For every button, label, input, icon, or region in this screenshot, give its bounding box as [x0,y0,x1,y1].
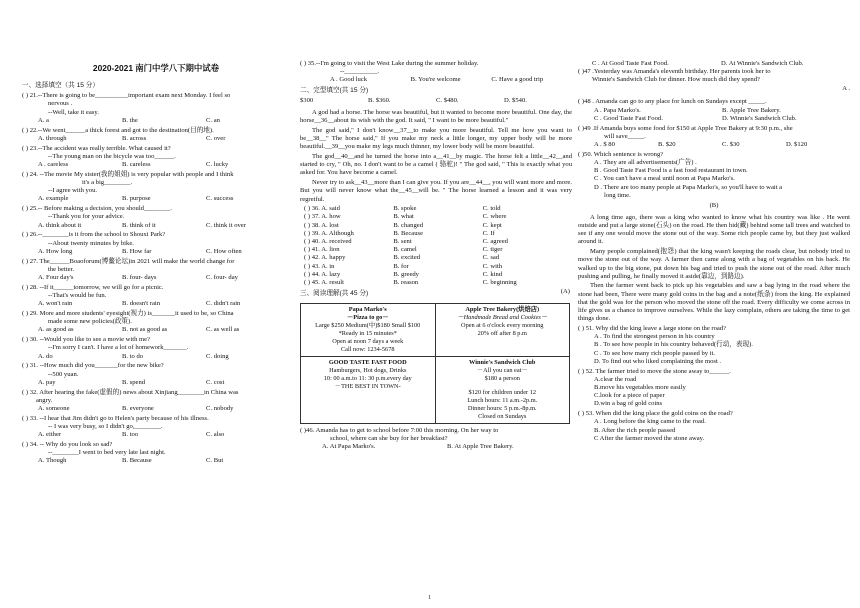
question-stem-cont: nervous . [48,100,73,108]
ad-line: Open at 6 o'clock every morning [461,321,544,329]
cloze-paragraph: The god__40__and he turned the horse into a__41__by magic. The horse felt a little__42__and started to cry, " Oh, no. I don't want to be a camel ( 骆驼)! " The god said, " This is exactly what you asked for. You have become a camel. [300,153,572,177]
stray-options-row [300,97,572,105]
option-c: C. But [206,457,224,465]
question-reply: --I agree with you. [48,187,98,195]
question-48 [578,98,850,123]
option-c: C. $30 [722,141,740,149]
column-3 [578,60,850,445]
option-a: A . Long before the king came to the road. [594,418,706,426]
question-stem: ( ) 34. -- Why do you look so sad? [22,441,113,449]
option-b: B. purpose [122,195,151,203]
cloze-option: B. what [393,213,414,221]
question-stem: ( ) 21.--There is going to be__________important exam next Monday. I feel so [22,92,231,100]
question-stem: ( ) 24. --The movie My sister(我的姐姐) is very popular with people and I think [22,170,234,178]
cloze-option: ( ) 44. A. lazy [304,270,341,278]
cloze-row [304,230,572,238]
cloze-option: B. changed [393,221,423,229]
cloze-option: ( ) 42. A. happy [304,254,346,262]
option-b: B. not as good as [122,326,168,334]
stray-option: B. $360. [368,96,391,104]
option-b: B. too [122,431,139,439]
ad-title: Winnie's Sandwich Club [469,358,536,366]
cloze-paragraph: The god said," I don't know__37__to make you more beautiful. Tell me how you want to be__38__" The horse said," If you make my neck a little longer, my upper body will be more beautiful.__39__you make my legs much thinner, my lower body will be more beautiful. [300,126,572,151]
option-b: B. After the rich people passed [594,426,676,434]
question-stem: ( ) 32. After hearing the fake(虚假的) news about Xinjiang________in China was [22,388,239,396]
option-c: C. didn't rain [206,300,241,308]
cloze-option: C. agreed [482,238,508,246]
option-b: B. across [122,134,147,142]
option-c: C. as well as [206,326,240,334]
ad-line: －Pizza to go－ [346,313,389,321]
question-22 [22,127,290,143]
option-c: C. also [206,431,225,439]
cloze-row [304,246,572,254]
question-30 [22,336,290,361]
reading-heading-row [300,288,572,300]
ad-line: －All you can eat－ [476,366,528,374]
question-34 [22,441,290,466]
question-25 [22,205,290,230]
question-47 [578,68,850,93]
ad-papa-marko [301,303,436,356]
question-stem: ( ) 30. --Would you like to see a movie with me? [22,336,151,344]
page-title: 2020-2021 南门中学八下期中试卷 [92,63,220,73]
ad-line: Closed on Sundays [478,412,527,420]
cloze-option: ( ) 40. A. received [304,238,352,246]
question-stem: ( )47 .Yesterday was Amanda's eleventh birthday. Her parents took her to [578,68,771,76]
question-21 [22,92,290,125]
question-31 [22,362,290,387]
reading-paragraph: A long time ago, there was a king who wanted to know what his country was like . He went outside and put a large stone(石头) on the road. He then hid(藏) behind some tall trees and watched to see if any one would move the stone out of the way. Some rich people came by, but they just walked around it. [578,213,850,246]
question-stem-cont: it's a big________. [82,179,133,187]
option-a: A . [842,84,850,92]
option-b: B. Because [122,457,152,465]
ad-line: －Handmade Bread and Cookies－ [457,313,548,321]
cloze-option: B. reason [393,279,419,287]
option-d: D. At Winnie's Sandwich Club. [721,60,804,67]
cloze-options [300,205,572,287]
option-b: B. to do [122,352,144,360]
ad-line: Large $250 Medium(中)$180 Small $100 [315,321,421,329]
cloze-row [304,263,572,271]
cloze-row [304,238,572,246]
cloze-row [304,222,572,230]
option-a: A. How long [38,247,73,255]
option-a: A. do [38,352,53,360]
cloze-option: C. beginning [482,279,517,287]
option-a: A. through [38,134,67,142]
ad-line: $180 a person [484,374,520,382]
cloze-row [304,213,572,221]
option-c: C. nobody [206,405,234,413]
option-a: A. won't rain [38,300,73,308]
option-b: B. doesn't rain [122,300,160,308]
option-c: C. How often [206,247,242,255]
ad-line: 20% off after 8 p.m [477,329,527,337]
question-33 [22,415,290,440]
cloze-option: ( ) 45. A. result [304,279,344,287]
option-a: A. Though [38,457,67,465]
option-a: A. someone [38,405,70,413]
section-heading: 一、选择填空（共 15 分） [22,82,99,89]
cloze-option: B. Because [393,229,423,237]
cloze-option: C. kept [482,221,502,229]
question-27 [22,258,290,283]
question-reply: --500 yuan. [48,370,79,378]
cloze-option: ( ) 37. A. how [304,213,341,221]
cloze-option: C. kind [482,270,503,278]
question-51 [578,325,850,366]
option-a: A. as good as [38,326,74,334]
reading-paragraph: Then the farmer went back to pick up his vegetables and saw a bag lying in the road where the stone had been, There were many gold coins in the bag and a note(纸条) from the king. He explained that the gold was for the person who moved the stone off the road. Every difficulty we come across in life gives us a chance to improve ourselves. While the lazy complain, others are taking the time to get things done. [578,282,850,323]
question-reply: -- I was very busy, so I didn't go,________. [48,423,163,431]
option-c: C . You can't have a meal until noon at Papa Marko's. [594,175,735,183]
option-a: A. example [38,195,69,203]
question-29 [22,310,290,335]
option-c: C After the farmer moved the stone away. [594,434,705,442]
option-b: B. think of it [122,221,156,229]
column-1 [22,80,290,467]
cloze-option: ( ) 39. A. Although [304,229,354,237]
cloze-paragraph: A god had a horse. The horse was beautiful, but it wanted to become more beautiful. One day, the horse__36__about its wish with the god. It said, " I want to be more beautiful." [300,109,572,125]
option-b: B. the [122,116,138,124]
question-stem: ( ) 28. --If it______tomorrow, we will go for a picnic. [22,283,164,291]
option-b: B. At Apple Tree Bakery. [447,443,514,451]
option-c: C . To see how many rich people passed by it. [594,349,716,357]
question-stem-cont: made some new policies(政策). [48,318,132,326]
ad-line: Lunch hours: 11 a.m.-2p.m. [467,396,538,404]
cloze-option: B. greedy [393,270,419,278]
question-reply: --That's would be fun. [48,292,107,300]
question-35 [300,60,572,85]
stray-option: D. $540. [504,96,527,104]
question-28 [22,284,290,309]
cloze-option: B. for [393,262,409,270]
option-b: B . To see how people in his country behaved(行动，表现). [594,341,753,349]
stray-option: $300 [300,96,314,104]
ad-line: Open at noon 7 days a week [332,337,404,345]
question-32 [22,389,290,414]
question-53 [578,410,850,443]
question-stem: ( ) 31. --How much did you_______for the new bike? [22,362,164,370]
question-stem-cont: school, where can she buy for her breakfast? [330,434,448,442]
question-50 [578,151,850,200]
option-c: C . At Good Taste Fast Food. [592,60,669,67]
option-d: D . There are too many people at Papa Marko's, so you'll have to wait a [594,183,783,191]
option-a: A. think about it [38,221,82,229]
ad-good-taste [301,356,436,423]
question-stem: ( )48 . Amanda can go to any place for lunch on Sundays except _____. [578,98,767,106]
question-26 [22,231,290,256]
option-a: A. either [38,431,62,439]
stray-option: C. $480. [436,96,459,104]
cloze-option: C. tiger [482,246,503,254]
cloze-option: B. excited [393,254,421,262]
option-d: D. To find out who liked complaining the most . [594,357,722,365]
cloze-option: C. told [482,205,501,213]
question-stem: ( ) 51. Why did the king leave a large stone on the road? [578,324,727,332]
option-a: A . Good luck [330,76,367,84]
question-stem: ( ) 25.-- Before making a decision, you should________. [22,205,172,213]
option-d: D. Winnie's Sandwich Club. [722,114,797,122]
cloze-row [304,254,572,262]
question-stem-cont: will save_____. [604,132,646,140]
question-reply: --About twenty minutes by bike. [48,239,134,247]
question-stem: ( ) 35.--I'm going to visit the West Lake during the summer holiday. [300,60,479,67]
option-b: B.move his vegetables more easily [594,383,686,391]
question-24 [22,171,290,204]
cloze-row [304,205,572,213]
question-stem: ( ) 33. --I hear that Jim didn't go to Helen's party because of his illness. [22,414,209,422]
option-c: C.look for a piece of paper [594,392,665,400]
question-stem: ( ) 22.--We went______a thick forest and got to the destination(目的地). [22,126,214,134]
question-stem-cont: angry. [36,396,53,404]
question-52 [578,368,850,409]
ads-table [300,303,570,424]
ad-title: Apple Tree Bakery(烘焙店) [465,305,540,313]
question-stem: ( )50. Which sentence is wrong? [578,150,664,158]
option-d-cont: long time. [604,191,631,199]
option-c: C. four- day [206,274,238,282]
question-stem-cont: the better. [48,265,74,273]
option-a: A . Papa Marko's. [594,106,641,114]
ad-line: Hamburgers, Hot dogs, Drinks [329,366,407,374]
cloze-option: C. sad [482,254,500,262]
section-b-label: (B) [709,201,719,209]
option-a: A. pay [38,378,56,386]
option-a: A . They are all advertisements(广告) . [594,159,697,167]
option-c: C. think it over [206,221,246,229]
cloze-row [304,271,572,279]
question-stem: ( ) 26.--________is it from the school to Shouxi Park? [22,231,166,239]
page-number: 1 [428,595,431,601]
question-reply: --__________. [340,68,380,76]
question-49 [578,125,850,150]
cloze-paragraph: Never try to ask__43__more than I can give you. If you are__44__, you will want more and more. But you will never know what the__45__will be. " The horse learned a lesson and it was very regretful. [300,179,572,203]
section-heading: 三、阅读理解(共 45 分) [300,290,369,298]
cloze-option: ( ) 43. A. in [304,262,335,270]
ad-line: $120 for children under 12 [468,388,536,396]
option-d: D.win a bag of gold coins [594,400,663,408]
ad-title: GOOD TASTE FAST FOOD [328,358,407,366]
option-a: A . To find the strongest person in his country [594,333,715,341]
option-c: C. over [206,134,226,142]
question-reply: --Well, take it easy. [48,108,99,116]
reading-paragraph: Many people complained(抱怨) that the king wasn't keeping the roads clear, but nobody tried to move the stone out of the way. A farmer then came along with a bag of vegetables on his back. He walked up to the big stone, put down his bag and tried to push the stone out of the road. After much pushing and pulling, he finally moved it aside(靠边，到路边). [578,248,850,280]
cloze-option: C. with [482,262,503,270]
cloze-option: B. sent [393,238,412,246]
question-stem: ( )49 .If Amanda buys some food for $150 at Apple Tree Bakery at 9:30 p.m., she [578,124,793,132]
ad-winnie-sandwich [435,356,570,423]
section-heading: 二、完型填空(共 15 分) [300,86,369,94]
cloze-option: C. where [482,213,507,221]
option-c: C. cost [206,378,225,386]
option-c: C. doing [206,352,229,360]
option-b: B. $20 [658,141,676,149]
cloze-option: ( ) 38. A. lost [304,221,339,229]
option-b: B. everyone [122,405,154,413]
cloze-option: B. camel [393,246,417,254]
section-a-label: (A) [560,288,570,296]
ad-line: Call now: 1234-5678 [340,345,395,353]
question-23 [22,145,290,170]
ad-apple-tree-bakery [435,303,570,356]
column-2 [300,60,572,453]
ad-line: －THE BEST IN TOWN- [334,382,401,390]
question-reply: --________I went to bed very late last night. [48,449,166,457]
question-stem-cont: Winnie's Sandwich Club for dinner. How much did they spend? [592,76,760,84]
cloze-option: ( ) 41. A. lion [304,246,340,254]
option-c: C. lucky [206,161,229,169]
option-c: C. Have a good trip [491,76,544,84]
option-c: C. success [206,195,234,203]
question-stem: ( ) 23.--The accident was really terrible. What caused it? [22,144,171,152]
ad-line: 10: 00 a.m.to 11: 30 p.m.every day [323,374,412,382]
option-c: C . Good Taste Fast Food. [594,114,663,122]
option-b: B. spend [122,378,146,386]
question-reply: --I'm sorry I can't. I have a lot of homework_______. [48,344,189,352]
option-a: A.clear the road [594,375,637,383]
ad-line: *Ready in 15 minutes* [338,329,397,337]
question-stem: ( ) 29. More and more students' eyesight(视力) is_______it used to be, so China [22,310,234,318]
option-b: B. careless [122,161,151,169]
question-stem: ( )46. Amanda has to get to school before 7:00 this morning. On her way to [300,426,499,434]
option-d: D. $120 [786,141,808,149]
option-a: A . careless [38,161,69,169]
option-a: A. Four day's [38,274,74,282]
option-b: B. You're welcome [410,76,461,84]
option-a: A. a [38,116,49,124]
option-a: A . $ 80 [594,141,615,149]
option-c: C. an [206,116,220,124]
option-b: B . Good Taste Fast Food is a fast food restaurant in town. [594,167,748,175]
ad-title: Papa Marko's [348,305,387,313]
ad-line: Dinner hours: 5 p.m.-8p.m. [467,404,537,412]
question-stem: ( ) 53. When did the king place the gold coins on the road? [578,410,733,418]
question-reply: --The young man on the bicycle was too______. [48,152,176,160]
cloze-option: C. If [482,229,495,237]
option-b: B. four- days [122,274,157,282]
question-stem: ( ) 27. The______Boaoforum(博鳌论坛)in 2021 will make the world change for [22,257,235,265]
cloze-option: B. spoke [393,205,417,213]
option-a: A. At Papa Marko's. [322,443,376,451]
question-46 [300,427,572,452]
cloze-row [304,279,572,287]
cloze-option: ( ) 36. A. said [304,205,340,213]
question-reply: --Thank you for your advice. [48,213,125,221]
option-b: B. How far [122,247,152,255]
question-stem: ( ) 52. The farmer tried to move the stone away to______. [578,367,731,375]
option-b: B. Apple Tree Bakery. [722,106,781,114]
